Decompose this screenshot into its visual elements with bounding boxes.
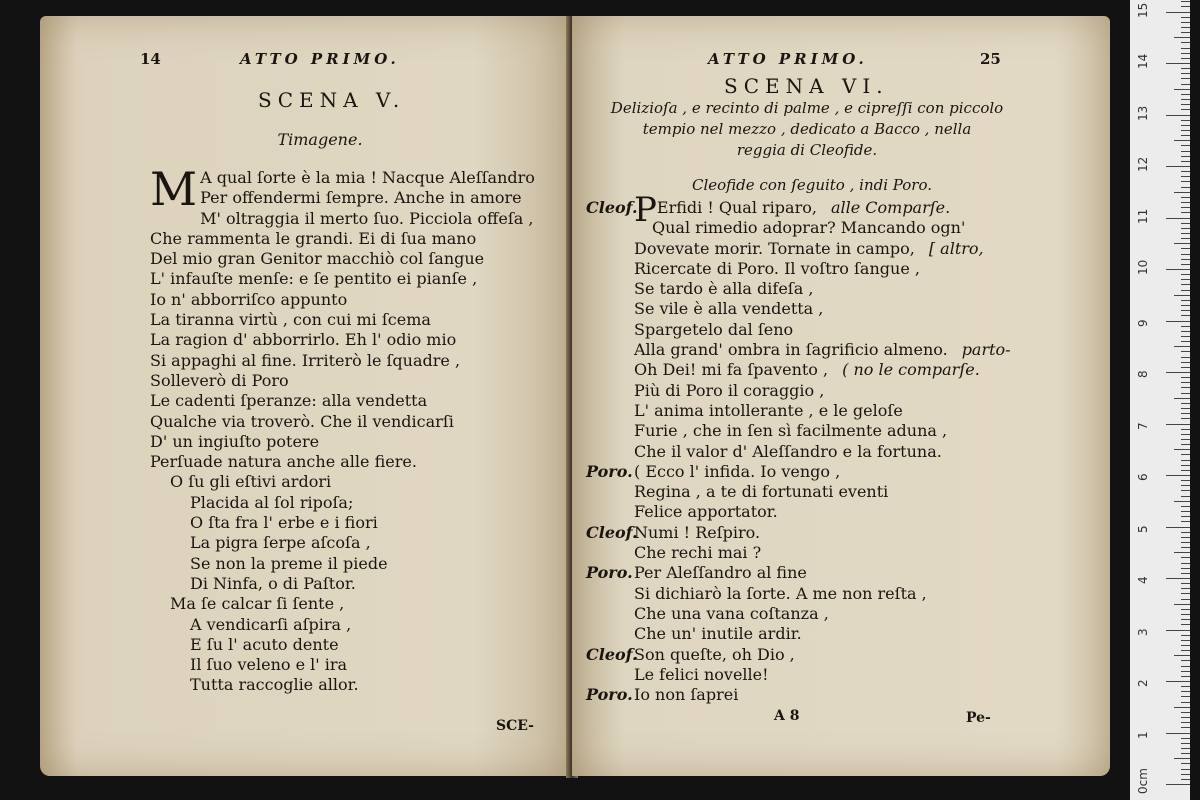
ruler-tick	[1181, 454, 1190, 455]
ruler-label: 11	[1136, 208, 1150, 224]
ruler-tick	[1181, 614, 1190, 615]
verse-line: Ma ſe calcar ſi ſente ,	[170, 594, 345, 614]
ruler-tick	[1181, 485, 1190, 486]
ruler-tick	[1166, 115, 1190, 116]
ruler-tick	[1181, 42, 1190, 43]
verse-line: O ſu gli eſtivi ardori	[170, 472, 332, 492]
ruler-tick	[1181, 583, 1190, 584]
ruler-label: 0cm	[1136, 768, 1150, 794]
verse-line: La pigra ſerpe aſcoſa ,	[190, 533, 371, 553]
speaker-label: Cleof.	[586, 522, 638, 542]
ruler-tick	[1181, 171, 1190, 172]
ruler-tick	[1166, 166, 1190, 167]
ruler-tick	[1181, 84, 1190, 85]
ruler-label: 4	[1136, 576, 1150, 584]
ruler-tick	[1174, 707, 1190, 708]
ruler-tick	[1181, 264, 1190, 265]
ruler-tick	[1181, 532, 1190, 533]
setting-line: Delizioſa , e recinto di palme , e cipreſſi con piccolo	[610, 99, 1004, 117]
ruler-tick	[1166, 63, 1190, 64]
left-running-head: ATTO PRIMO.	[240, 50, 400, 68]
dialogue-text: Io non ſaprei	[634, 685, 739, 705]
ruler-tick	[1174, 552, 1190, 553]
dialogue-line	[586, 381, 1026, 401]
dialogue-text: L' anima intollerante , e le geloſe	[634, 400, 903, 420]
dialogue-text: Alla grand' ombra in ſagrificio almeno.	[634, 340, 948, 360]
ruler-tick	[1181, 181, 1190, 182]
ruler-tick	[1181, 99, 1190, 100]
ruler-tick	[1181, 187, 1190, 188]
verse-line: M' oltraggia il merto ſuo. Picciola offeſa ,	[200, 208, 534, 228]
ruler-tick	[1181, 94, 1190, 95]
ruler-tick	[1181, 357, 1190, 358]
verse-line: D' un ingiuſto potere	[150, 431, 320, 451]
left-catchword: SCE-	[496, 718, 534, 734]
ruler-tick	[1181, 568, 1190, 569]
ruler-label: 3	[1136, 627, 1150, 636]
dialogue-line	[586, 340, 1026, 360]
ruler-tick	[1181, 161, 1190, 162]
ruler-tick	[1181, 151, 1190, 152]
ruler-tick	[1181, 609, 1190, 610]
ruler-tick	[1181, 593, 1190, 594]
verse-line: Di Ninfa, o di Paſtor.	[190, 573, 356, 593]
verse-line: Le cadenti ſperanze: alla vendetta	[150, 391, 428, 411]
ruler-tick	[1181, 27, 1190, 28]
ruler-tick	[1181, 573, 1190, 574]
ruler-tick	[1181, 58, 1190, 59]
right-running-head: ATTO PRIMO.	[708, 50, 868, 68]
ruler-tick	[1181, 470, 1190, 471]
ruler-tick	[1181, 460, 1190, 461]
ruler-tick	[1181, 465, 1190, 466]
ruler-tick	[1181, 712, 1190, 713]
ruler-tick	[1181, 310, 1190, 311]
speaker-label: Poro.	[586, 685, 633, 705]
ruler-tick	[1181, 48, 1190, 49]
verse-line: A qual ſorte è la mia ! Nacque Aleſſandro	[200, 168, 535, 187]
ruler-tick	[1181, 336, 1190, 337]
ruler-tick	[1181, 207, 1190, 208]
ruler-tick	[1181, 362, 1190, 363]
ruler-label: 2	[1136, 679, 1150, 687]
dialogue-text: Numi ! Reſpiro.	[634, 522, 761, 542]
ruler-tick	[1181, 727, 1190, 728]
ruler-tick	[1174, 758, 1190, 759]
ruler-tick	[1181, 1, 1190, 2]
ruler-tick	[1181, 387, 1190, 388]
ruler-tick	[1181, 686, 1190, 687]
ruler-tick	[1181, 702, 1190, 703]
ruler-tick	[1166, 424, 1190, 425]
ruler-tick	[1181, 300, 1190, 301]
measuring-ruler	[1130, 0, 1190, 800]
dialogue-line	[586, 645, 1026, 665]
ruler-label: 14	[1136, 53, 1150, 69]
ruler-tick	[1181, 769, 1190, 770]
ruler-tick	[1181, 331, 1190, 332]
speaker-label: Poro.	[586, 461, 633, 481]
ruler-tick	[1181, 212, 1190, 213]
ruler-tick	[1181, 506, 1190, 507]
ruler-tick	[1174, 398, 1190, 399]
ruler-tick	[1181, 259, 1190, 260]
ruler-tick	[1181, 197, 1190, 198]
dialogue-text: Se vile è alla vendetta ,	[634, 299, 824, 319]
dialogue-line	[586, 360, 1026, 380]
ruler-tick	[1181, 599, 1190, 600]
left-character-name: Timagene.	[277, 130, 363, 149]
dialogue-line	[586, 482, 1026, 502]
ruler-label: 6	[1136, 473, 1150, 481]
dialogue-line	[586, 685, 1026, 705]
dialogue-text: Più di Poro il coraggio ,	[634, 380, 825, 400]
dialogue-line	[586, 584, 1026, 604]
ruler-tick	[1181, 439, 1190, 440]
dialogue-line	[586, 624, 1026, 644]
ruler-label: 8	[1136, 370, 1150, 378]
dialogue-line	[586, 604, 1026, 624]
dialogue-text: Qual rimedio adoprar? Mancando ogn'	[652, 218, 966, 238]
ruler-tick	[1166, 681, 1190, 682]
speaker-label: Cleof.	[586, 644, 638, 664]
dialogue-text: ( Ecco l' infida. Io vengo ,	[634, 461, 841, 481]
dialogue-line	[586, 259, 1026, 279]
ruler-label: 5	[1136, 524, 1150, 533]
ruler-tick	[1181, 542, 1190, 543]
ruler-tick	[1181, 444, 1190, 445]
right-page-number: 25	[980, 50, 1001, 68]
ruler-tick	[1181, 284, 1190, 285]
ruler-tick	[1181, 588, 1190, 589]
dialogue-text: Regina , a te di fortunati eventi	[634, 482, 889, 502]
ruler-label: 1	[1136, 730, 1150, 739]
ruler-tick	[1181, 516, 1190, 517]
verse-line: Si appaghi al fine. Irriterò le ſquadre ,	[150, 350, 461, 370]
stage-aside: ( no le comparſe.	[842, 360, 980, 380]
ruler-tick	[1181, 774, 1190, 775]
ruler-tick	[1181, 511, 1190, 512]
ruler-tick	[1181, 120, 1190, 121]
ruler-tick	[1181, 22, 1190, 23]
dialogue-line	[586, 299, 1026, 319]
ruler-tick	[1181, 290, 1190, 291]
ruler-tick	[1181, 125, 1190, 126]
ruler-tick	[1181, 377, 1190, 378]
left-drop-cap: M	[150, 162, 198, 216]
dialogue-line	[586, 320, 1026, 340]
ruler-tick	[1181, 624, 1190, 625]
ruler-tick	[1181, 367, 1190, 368]
ruler-tick	[1166, 218, 1190, 219]
ruler-tick	[1181, 645, 1190, 646]
ruler-tick	[1181, 403, 1190, 404]
dialogue-text: Felice apportator.	[634, 502, 778, 522]
verse-line: Tutta raccoglie allor.	[190, 675, 359, 695]
ruler-tick	[1181, 393, 1190, 394]
ruler-tick	[1181, 676, 1190, 677]
ruler-tick	[1181, 109, 1190, 110]
dialogue-line	[586, 442, 1026, 462]
ruler-tick	[1181, 521, 1190, 522]
ruler-tick	[1166, 784, 1190, 785]
verse-line: La ragion d' abborrirlo. Eh l' odio mio	[150, 330, 457, 350]
dialogue-text: Dovevate morir. Tornate in campo,	[634, 238, 915, 258]
stage-aside: [ altro,	[928, 238, 984, 258]
dialogue-text: Son queſte, oh Dio ,	[634, 644, 795, 664]
left-scene-title: SCENA V.	[258, 88, 406, 112]
ruler-tick	[1181, 434, 1190, 435]
ruler-tick	[1181, 248, 1190, 249]
ruler-tick	[1174, 37, 1190, 38]
ruler-tick	[1181, 666, 1190, 667]
speaker-label: Poro.	[586, 563, 633, 583]
ruler-tick	[1181, 17, 1190, 18]
ruler-tick	[1181, 763, 1190, 764]
ruler-tick	[1181, 130, 1190, 131]
verse-line: Placida al ſol ripoſa;	[190, 492, 354, 512]
right-page	[572, 16, 1110, 776]
ruler-tick	[1174, 140, 1190, 141]
ruler-tick	[1166, 733, 1190, 734]
ruler-tick	[1181, 635, 1190, 636]
ruler-tick	[1166, 321, 1190, 322]
stage-aside: parto-	[961, 340, 1011, 360]
ruler-tick	[1181, 418, 1190, 419]
dialogue-text: Furie , che in ſen sì facilmente aduna ,	[634, 421, 948, 441]
speaker-label: Cleof.	[586, 198, 638, 217]
dialogue-text: Si dichiarò la ſorte. A me non reſta ,	[634, 583, 927, 603]
ruler-tick	[1181, 480, 1190, 481]
left-page-number: 14	[140, 50, 161, 68]
ruler-tick	[1181, 547, 1190, 548]
right-entrance-direction: Cleofide con ſeguito , indi Poro.	[692, 176, 932, 194]
ruler-tick	[1166, 269, 1190, 270]
ruler-tick	[1166, 630, 1190, 631]
ruler-tick	[1174, 192, 1190, 193]
ruler-tick	[1174, 655, 1190, 656]
ruler-tick	[1181, 6, 1190, 7]
ruler-tick	[1181, 233, 1190, 234]
right-setting	[592, 98, 1022, 161]
ruler-tick	[1181, 156, 1190, 157]
verse-line: O ſta fra l' erbe e i fiori	[190, 513, 378, 533]
ruler-label: 7	[1136, 421, 1150, 430]
dialogue-line	[586, 665, 1026, 685]
ruler-tick	[1174, 501, 1190, 502]
right-signature-mark: A 8	[774, 708, 800, 724]
right-scene-title: SCENA VI.	[724, 74, 889, 98]
ruler-tick	[1181, 145, 1190, 146]
ruler-tick	[1181, 660, 1190, 661]
ruler-tick	[1174, 243, 1190, 244]
ruler-tick	[1181, 743, 1190, 744]
verse-line: Se non la preme il piede	[190, 553, 388, 573]
right-drop-cap: P	[634, 190, 657, 230]
ruler-tick	[1181, 32, 1190, 33]
dialogue-line	[586, 421, 1026, 441]
ruler-tick	[1181, 696, 1190, 697]
ruler-tick	[1181, 176, 1190, 177]
ruler-tick	[1181, 274, 1190, 275]
dialogue-text: Le felici novelle!	[634, 664, 769, 684]
dialogue-text: Erfidi ! Qual riparo,	[656, 198, 817, 217]
dialogue-text: Oh Dei! mi fa ſpavento ,	[634, 360, 829, 380]
ruler-tick	[1181, 619, 1190, 620]
ruler-tick	[1181, 429, 1190, 430]
ruler-tick	[1181, 650, 1190, 651]
open-book	[40, 16, 1110, 786]
ruler-tick	[1181, 563, 1190, 564]
ruler-tick	[1181, 691, 1190, 692]
ruler-tick	[1181, 223, 1190, 224]
ruler-tick	[1181, 305, 1190, 306]
ruler-tick	[1181, 496, 1190, 497]
ruler-tick	[1181, 228, 1190, 229]
verse-line: Che rammenta le grandi. Ei di ſua mano	[150, 228, 477, 248]
dialogue-line	[586, 218, 1026, 238]
ruler-tick	[1174, 449, 1190, 450]
dialogue-text: Che una vana coſtanza ,	[634, 603, 829, 623]
dialogue-text: Che il valor d' Aleſſandro e la fortuna.	[634, 441, 942, 461]
ruler-tick	[1181, 78, 1190, 79]
dialogue-text: Ricercate di Poro. Il voſtro ſangue ,	[634, 258, 920, 278]
ruler-tick	[1174, 295, 1190, 296]
dialogue-text: Che un' inutile ardir.	[634, 624, 802, 644]
dialogue-line	[586, 523, 1026, 543]
right-catchword: Pe-	[966, 710, 991, 726]
dialogue-line	[586, 279, 1026, 299]
ruler-tick	[1181, 382, 1190, 383]
ruler-tick	[1181, 202, 1190, 203]
right-dialogue-block	[586, 190, 1026, 705]
ruler-tick	[1181, 537, 1190, 538]
ruler-tick	[1166, 372, 1190, 373]
ruler-tick	[1181, 68, 1190, 69]
ruler-label: 10	[1136, 259, 1150, 275]
dialogue-text: Se tardo è alla difeſa ,	[634, 279, 814, 299]
ruler-tick	[1174, 346, 1190, 347]
ruler-tick	[1181, 254, 1190, 255]
ruler-tick	[1181, 722, 1190, 723]
ruler-tick	[1181, 738, 1190, 739]
left-verse-block	[150, 162, 560, 696]
ruler-tick	[1181, 351, 1190, 352]
verse-line: Per offendermi ſempre. Anche in amore	[200, 188, 522, 208]
ruler-label: 13	[1136, 105, 1150, 121]
ruler-tick	[1181, 135, 1190, 136]
ruler-label: 9	[1136, 318, 1150, 327]
ruler-tick	[1174, 89, 1190, 90]
dialogue-text: Per Aleſſandro al fine	[634, 563, 807, 583]
verse-line: Il ſuo veleno e l' ira	[190, 655, 348, 675]
ruler-tick	[1166, 475, 1190, 476]
ruler-tick	[1181, 104, 1190, 105]
ruler-tick	[1166, 578, 1190, 579]
ruler-tick	[1181, 413, 1190, 414]
dialogue-text: Spargetelo dal ſeno	[634, 319, 794, 339]
ruler-tick	[1181, 315, 1190, 316]
ruler-tick	[1166, 527, 1190, 528]
ruler-label: 15	[1136, 2, 1150, 18]
dialogue-line	[586, 239, 1026, 259]
ruler-tick	[1181, 779, 1190, 780]
ruler-tick	[1181, 73, 1190, 74]
verse-line: A vendicarſi aſpira ,	[190, 614, 352, 634]
ruler-tick	[1174, 604, 1190, 605]
ruler-tick	[1181, 717, 1190, 718]
verse-line: Del mio gran Genitor macchiò col ſangue	[150, 249, 485, 269]
ruler-label: 12	[1136, 156, 1150, 172]
ruler-tick	[1181, 640, 1190, 641]
verse-line: Solleverò di Poro	[150, 370, 289, 390]
setting-line: reggia di Cleofide.	[736, 141, 878, 159]
ruler-tick	[1181, 408, 1190, 409]
ruler-tick	[1181, 341, 1190, 342]
verse-line: Perſuade natura anche alle fiere.	[150, 452, 417, 472]
verse-line: La tiranna virtù , con cui mi ſcema	[150, 310, 431, 330]
ruler-tick	[1181, 753, 1190, 754]
ruler-tick	[1181, 557, 1190, 558]
ruler-tick	[1181, 279, 1190, 280]
dialogue-line	[586, 563, 1026, 583]
dialogue-line	[586, 401, 1026, 421]
ruler-tick	[1181, 53, 1190, 54]
verse-line: E ſu l' acuto dente	[190, 634, 339, 654]
dialogue-text: Che rechi mai ?	[634, 543, 762, 563]
verse-line: L' infauſte menſe: e ſe pentito ei pianſe ,	[150, 269, 478, 289]
dialogue-line	[586, 543, 1026, 563]
ruler-tick	[1181, 238, 1190, 239]
ruler-tick	[1166, 12, 1190, 13]
ruler-tick	[1181, 748, 1190, 749]
verse-line: Io n' abborriſco appunto	[150, 289, 348, 309]
ruler-tick	[1181, 326, 1190, 327]
left-page	[40, 16, 570, 776]
ruler-tick	[1181, 490, 1190, 491]
dialogue-line	[586, 502, 1026, 522]
dialogue-line	[586, 462, 1026, 482]
verse-line: Qualche via troverò. Che il vendicarſi	[150, 411, 454, 431]
stage-aside: alle Comparſe.	[830, 198, 951, 217]
setting-line: tempio nel mezzo , dedicato a Bacco , nella	[642, 120, 972, 138]
ruler-tick	[1181, 671, 1190, 672]
